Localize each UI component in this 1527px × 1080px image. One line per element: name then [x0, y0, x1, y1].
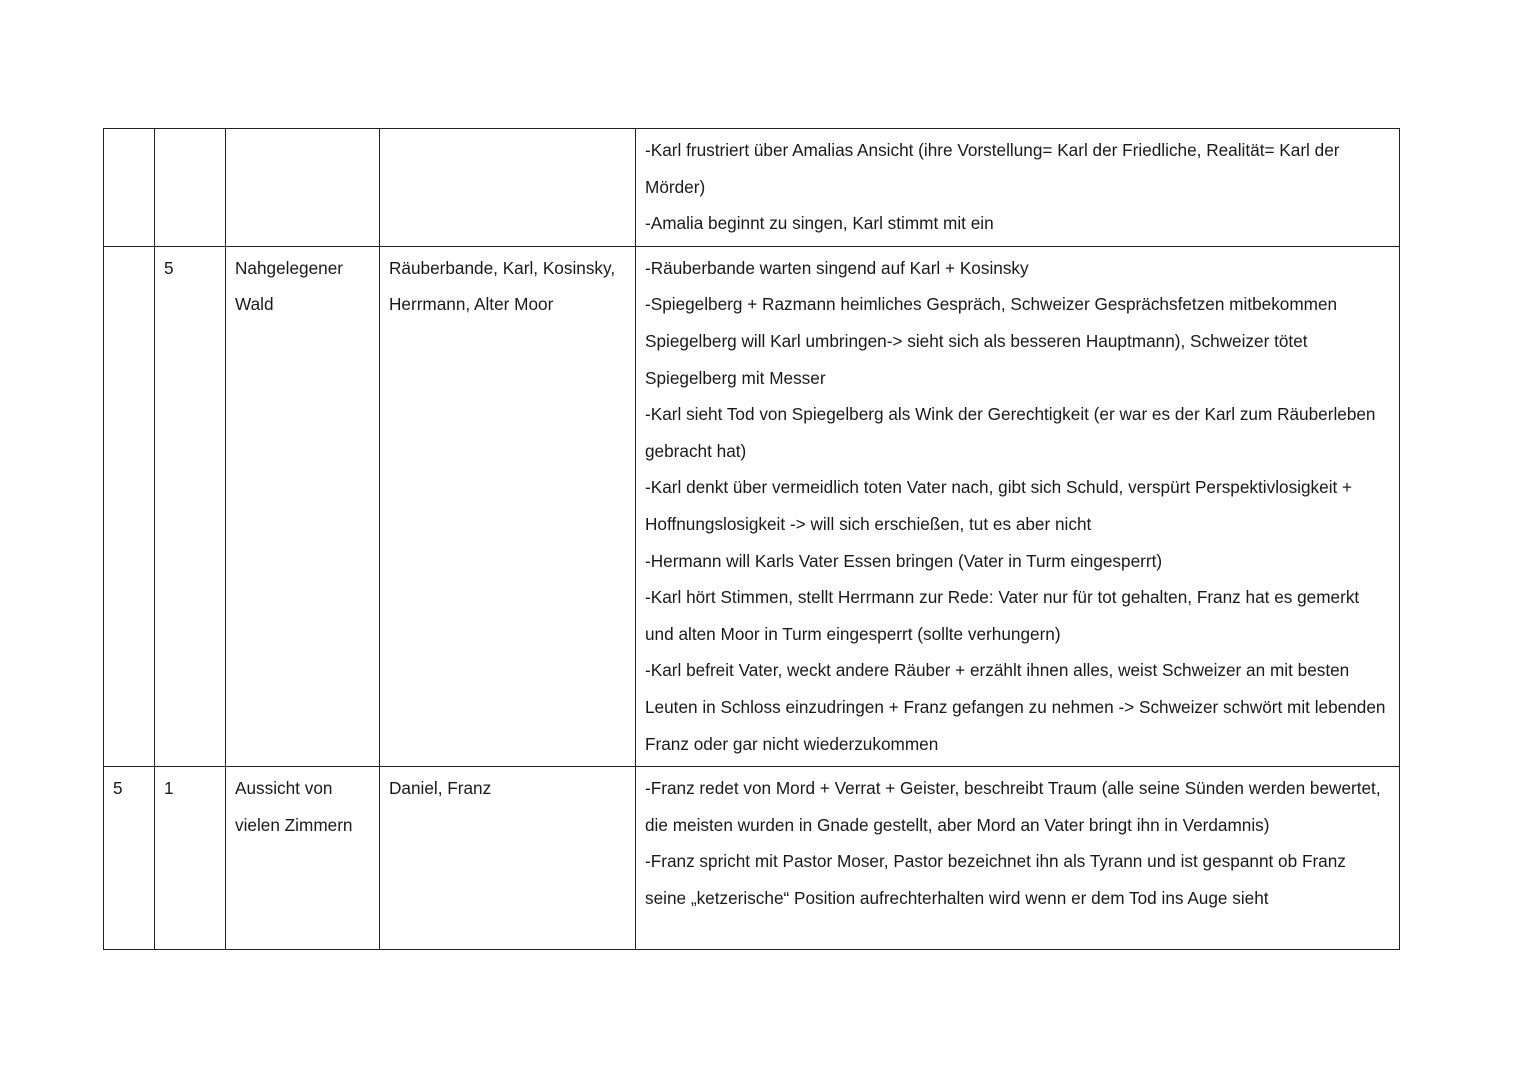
table-row	[104, 767, 1400, 950]
cell-inhalt	[636, 767, 1400, 950]
content-line: -Hermann will Karls Vater Essen bringen (Vater in Turm eingesperrt)	[645, 550, 1163, 571]
table-row	[104, 129, 1400, 247]
cell-personen: Räuberbande, Karl, Kosinsky, Herrmann, Alter Moor	[380, 246, 636, 766]
content-line: -Karl denkt über vermeidlich toten Vater nach, gibt sich Schuld, verspürt Perspektivlosigkeit + Hoffnungslosigkeit -> will sich erschießen, tut es aber nicht	[645, 477, 1353, 534]
cell-akt: 5	[104, 767, 155, 950]
cell-szene: 5	[155, 246, 226, 766]
cell-akt	[104, 129, 155, 247]
content-line: -Karl sieht Tod von Spiegelberg als Wink der Gerechtigkeit (er war es der Karl zum Räuberleben gebracht hat)	[645, 404, 1376, 461]
cell-ort	[226, 129, 380, 247]
scene-table	[103, 128, 1400, 950]
cell-personen: Daniel, Franz	[380, 767, 636, 950]
cell-inhalt	[636, 129, 1400, 247]
content-line: -Räuberbande warten singend auf Karl + Kosinsky	[645, 257, 1029, 278]
cell-inhalt	[636, 246, 1400, 766]
cell-personen	[380, 129, 636, 247]
content-line: -Amalia beginnt zu singen, Karl stimmt mit ein	[645, 213, 994, 234]
cell-akt	[104, 246, 155, 766]
content-line: -Karl hört Stimmen, stellt Herrmann zur Rede: Vater nur für tot gehalten, Franz hat es gemerkt und alten Moor in Turm eingesperrt (sollte verhungern)	[645, 587, 1360, 644]
content-line: -Spiegelberg + Razmann heimliches Gespräch, Schweizer Gesprächsfetzen mitbekommen Spiegelberg will Karl umbringen-> sieht sich als besseren Hauptmann), Schweizer tötet Spiegelberg mit Messer	[645, 294, 1338, 388]
cell-ort: Nahgelegener Wald	[226, 246, 380, 766]
content-line: -Karl frustriert über Amalias Ansicht (ihre Vorstellung= Karl der Friedliche, Realität= Karl der Mörder)	[645, 140, 1340, 197]
table-row	[104, 246, 1400, 766]
content-line: -Franz redet von Mord + Verrat + Geister, beschreibt Traum (alle seine Sünden werden bewertet, die meisten wurden in Gnade gestellt, aber Mord an Vater bringt ihn in Verdamnis)	[645, 778, 1381, 835]
cell-ort: Aussicht von vielen Zimmern	[226, 767, 380, 950]
cell-szene	[155, 129, 226, 247]
content-line: -Karl befreit Vater, weckt andere Räuber + erzählt ihnen alles, weist Schweizer an mit besten Leuten in Schloss einzudringen + Franz gefangen zu nehmen -> Schweizer schwört mit lebenden Franz oder gar nicht wiederzukommen	[645, 660, 1386, 754]
cell-szene: 1	[155, 767, 226, 950]
content-line: -Franz spricht mit Pastor Moser, Pastor bezeichnet ihn als Tyrann und ist gespannt ob Franz seine „ketzerische“ Position aufrechterhalten wird wenn er dem Tod ins Auge sieht	[645, 851, 1346, 908]
